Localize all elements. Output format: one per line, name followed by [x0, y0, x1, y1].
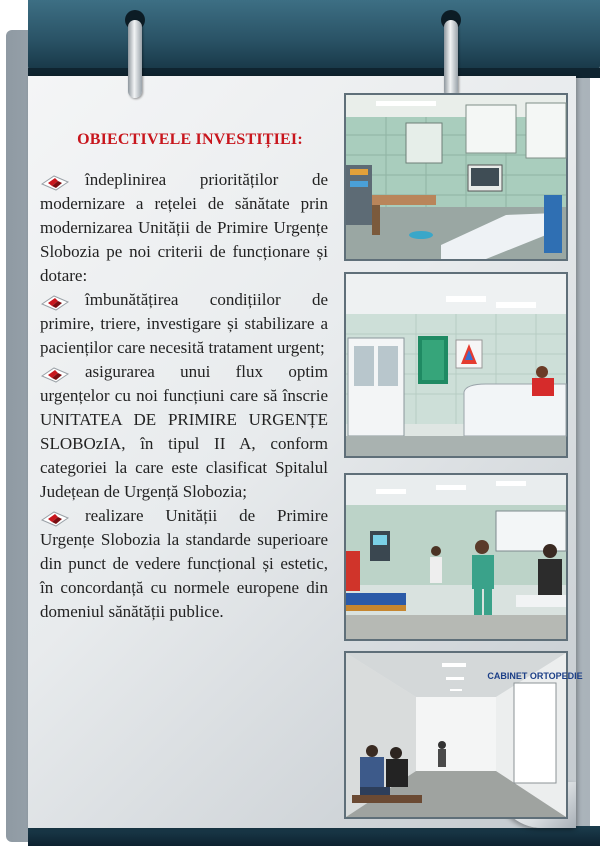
objective-text: îmbunătățirea condițiilor de primire, triere, investigare și stabilizare a pacienților care necesită tratament urgent; — [40, 290, 328, 357]
diamond-bullet-icon — [40, 172, 70, 192]
objective-item — [40, 360, 328, 504]
objective-item — [40, 168, 328, 288]
diamond-bullet-icon — [40, 508, 70, 528]
calendar-footer-bar — [28, 826, 600, 846]
diamond-bullet-icon — [40, 364, 70, 384]
objective-item — [40, 504, 328, 624]
photo-emergency-room — [344, 473, 568, 641]
photo-hospital-corridor — [344, 651, 583, 819]
hospital-corridor-illustration — [346, 653, 583, 817]
objective-text: realizare Unității de Primire Urgențe Slobozia la standarde superioare din punct de vedere funcțional și estetic, în concordanță cu normele europene din domeniul sănătății publice. — [40, 506, 328, 621]
binder-ring-left — [128, 20, 142, 98]
photo-examination-room — [344, 93, 568, 261]
objective-item — [40, 288, 328, 360]
photo-reception-desk — [344, 272, 568, 458]
cabinet-sign-text: CABINET ORTOPEDIE — [487, 671, 583, 681]
objectives-list — [40, 168, 328, 624]
objective-text: îndeplinirea priorităților de modernizare a rețelei de sănătate prin modernizarea Unității de Primire Urgențe Slobozia pe noi criterii de funcționare și dotare: — [40, 170, 328, 285]
emergency-room-illustration — [346, 475, 566, 639]
calendar-header-bar — [28, 0, 600, 72]
objective-text: asigurarea unui flux optim urgențelor cu noi funcțiuni care să înscrie UNITATEA DE PRIMIRE URGENȚE SLOBOzIA, în tipul II A, conform categoriei la care este clasificat Spitalul Județean de Urgență Slobozia; — [40, 362, 328, 501]
binder-ring-right — [444, 20, 458, 98]
page-title: OBIECTIVELE INVESTIȚIEI: — [77, 131, 303, 148]
diamond-bullet-icon — [40, 292, 70, 312]
reception-desk-illustration — [346, 274, 566, 456]
examination-room-illustration — [346, 95, 566, 259]
